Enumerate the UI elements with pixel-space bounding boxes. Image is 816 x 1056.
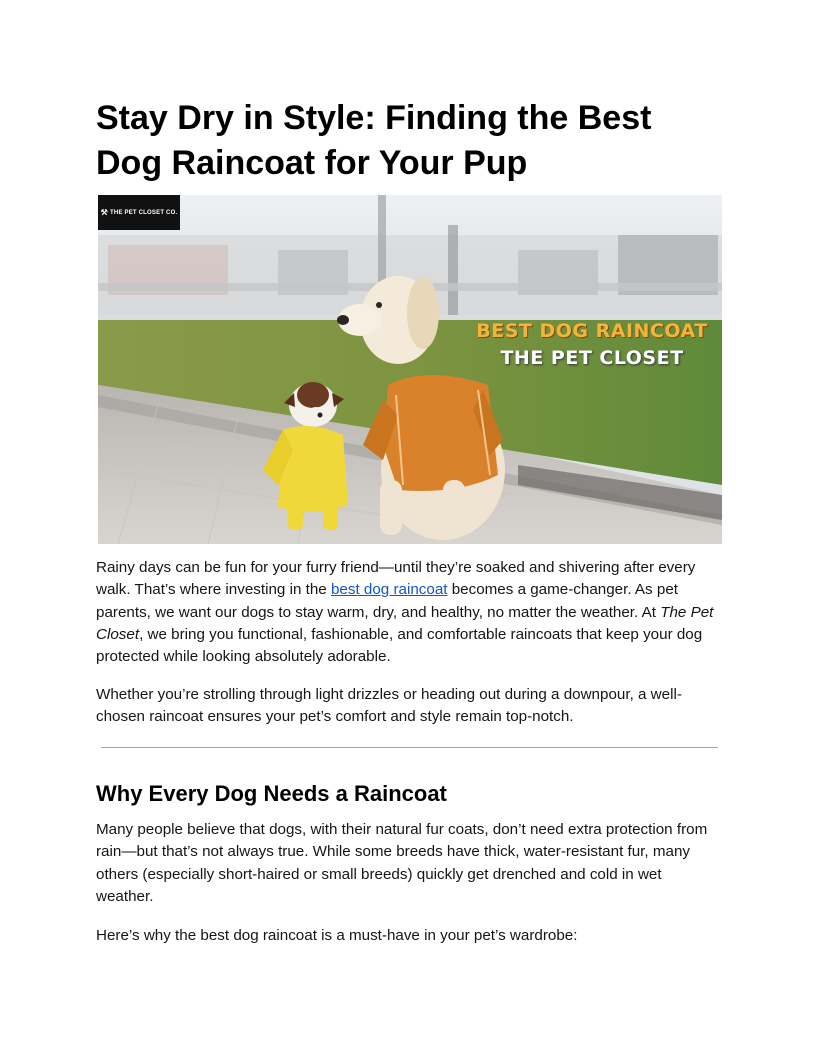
brand-logo [98, 195, 180, 230]
hero-overlay-subtitle: THE PET CLOSET [500, 347, 684, 369]
best-dog-raincoat-link[interactable]: best dog raincoat [330, 581, 448, 599]
paragraph-4: Here’s why the best dog raincoat is a must-have in your pet’s wardrobe: [96, 927, 578, 944]
intro-paragraph [96, 557, 722, 668]
intro-text-2: becomes a game-changer. As pet parents, we want our dogs to stay warm, dry, and healthy, no matter the weather. At [96, 581, 678, 621]
paragraph-2: Whether you’re strolling through light drizzles or heading out during a downpour, a well-chosen raincoat ensures your pet’s comfort and style remain top-notch. [96, 686, 682, 726]
section-heading: Why Every Dog Needs a Raincoat [96, 781, 447, 806]
intro-text-1: Rainy days can be fun for your furry friend—until they’re soaked and shivering after every walk. That’s where investing in the [96, 559, 696, 599]
hero-image [98, 195, 722, 544]
brand-logo-text: THE PET CLOSET CO. [110, 209, 178, 216]
intro-text-3: , we bring you functional, fashionable, and comfortable raincoats that keep your dog protected while looking absolutely adorable. [96, 625, 703, 666]
hero-overlay-title: BEST DOG RAINCOAT [476, 320, 708, 342]
paragraph-3: Many people believe that dogs, with their natural fur coats, don’t need extra protection from rain—but that’s not always true. While some breeds have thick, water-resistant fur, many others (especially short-haired or small breeds) quickly get drenched and cold in wet weather. [96, 821, 708, 905]
article-title: Stay Dry in Style: Finding the Best Dog Raincoat for Your Pup [96, 99, 652, 182]
horizontal-divider [101, 747, 718, 748]
brand-name-italic: The Pet Closet [96, 603, 714, 643]
hero-photo-illustration [98, 195, 722, 544]
hanger-icon: ⚒ [100, 208, 109, 217]
